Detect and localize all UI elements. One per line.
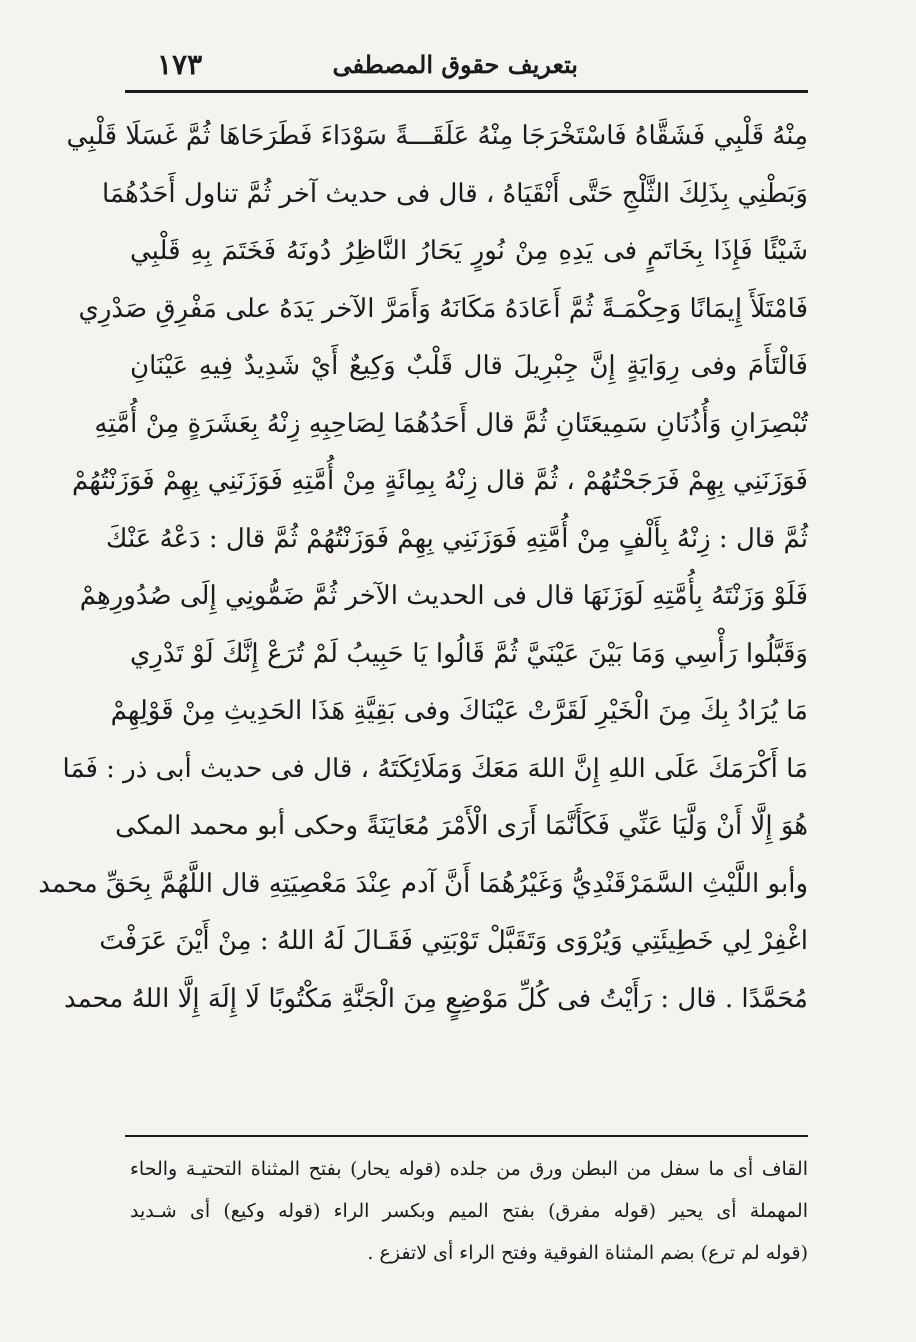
footnote-rule [125,1135,808,1137]
text-line: مِنْهُ قَلْبِي فَشَقَّاهُ فَاسْتَخْرَجَا مِنْهُ عَلَقَـــةً سَوْدَاءَ فَطَرَحَاهَا ثُمَّ غَسَلَا قَلْبِي [66,121,808,151]
text-line: تُبْصِرَانِ وَأُذُنَانِ سَمِيعَتَانِ ثُمَّ قال أَحَدُهُمَا لِصَاحِبِهِ زِنْهُ بِعَشَرَةٍ مِنْ أُمَّتِهِ [94,408,808,439]
text-line: مُحَمَّدًا . قال : رَأَيْتُ فى كُلِّ مَوْضِعٍ مِنَ الْجَنَّةِ مَكْتُوبًا لَا إِلَهَ إِلَّا اللهُ محمد [63,983,808,1014]
text-line: وأبو اللَّيْثِ السَّمَرْقَنْدِيُّ وَغَيْرُهُمَا أَنَّ آدم عِنْدَ مَعْصِيَتِهِ قال اللَّهُمَّ بِحَقِّ محمد [38,868,808,899]
page-number: ١٧٣ [157,48,203,81]
text-line: فَوَزَنَنِي بِهِمْ فَرَجَحْتُهُمْ ، ثُمَّ قال زِنْهُ بِمِائَةٍ مِنْ أُمَّتِهِ فَوَزَنَنِي بِهِمْ فَوَزَنْتُهُمْ [71,466,808,496]
text-line: مَا أَكْرَمَكَ عَلَى اللهِ إِنَّ اللهَ مَعَكَ وَمَلَائِكَتَهُ ، قال فى حديث أبى ذر : فَمَا [62,753,808,784]
footnotes [130,1148,808,1274]
page-header [125,38,808,90]
text-line: شَيْئًا فَإِذَا بِخَاتَمٍ فى يَدِهِ مِنْ نُورٍ يَحَارُ النَّاظِرُ دُونَهُ فَخَتَمَ بِهِ قَلْبِي [130,236,808,266]
text-line: مَا يُرَادُ بِكَ مِنَ الْخَيْرِ لَقَرَّتْ عَيْنَاكَ وفى بَقِيَّةِ هَذَا الحَدِيثِ مِنْ قَوْلِهِمْ [110,696,808,726]
text-line: هُوَ إِلَّا أَنْ وَلَّيَا عَنِّي فَكَأَنَّمَا أَرَى الْأَمْرَ مُعَايَنَةً وحكى أبو محمد المكى [115,811,808,841]
footnote-line: القاف أى ما سفل من البطن ورق من جلده (قوله يحار) بفتح المثناة التحتيـة والحاء [130,1158,808,1180]
header-rule [125,90,808,93]
running-title: بتعريف حقوق المصطفى [332,50,578,79]
text-line: اغْفِرْ لِي خَطِيئَتِي وَيُرْوَى وَتَقَبَّلْ تَوْبَتِي فَقَـالَ لَهُ اللهُ : مِنْ أَيْنَ عَرَفْتَ [99,926,808,956]
text-line: فَامْتَلَأَ إِيمَانًا وَحِكْمَـةً ثُمَّ أَعَادَهُ مَكَانَهُ وَأَمَرَّ الآخر يَدَهُ على مَفْرِقِ صَدْرِي [78,293,808,324]
text-line: ثُمَّ قال : زِنْهُ بِأَلْفٍ مِنْ أُمَّتِهِ فَوَزَنَنِي بِهِمْ فَوَزَنْتُهُمْ ثُمَّ قال : دَعْهُ عَنْكَ [106,523,808,554]
text-line: وَبَطْنِي بِذَلِكَ الثَّلْجِ حَتَّى أَنْقَيَاهُ ، قال فى حديث آخر ثُمَّ تناول أَحَدُهُمَا [102,178,808,209]
main-text [38,108,808,1028]
text-line: فَالْتَأَمَ وفى رِوَايَةٍ إِنَّ جِبْرِيلَ قال قَلْبٌ وَكِيعٌ أَيْ شَدِيدٌ فِيهِ عَيْنَانِ [130,351,808,381]
text-line: فَلَوْ وَزَنْتَهُ بِأُمَّتِهِ لَوَزَنَهَا قال فى الحديث الآخر ثُمَّ ضَمُّونِي إِلَى صُدُورِهِمْ [79,581,808,611]
text-line: وَقَبَّلُوا رَأْسِي وَمَا بَيْنَ عَيْنَيَّ ثُمَّ قَالُوا يَا حَبِيبُ لَمْ تُرَعْ إِنَّكَ لَوْ تَدْرِي [130,638,808,669]
footnote-line: المهملة أى يحير (قوله مفرق) بفتح الميم وبكسر الراء (قوله وكيع) أى شـديد [130,1200,808,1222]
footnote-line: (قوله لم ترع) بضم المثناة الفوقية وفتح الراء أى لاتفزع . [367,1242,808,1264]
